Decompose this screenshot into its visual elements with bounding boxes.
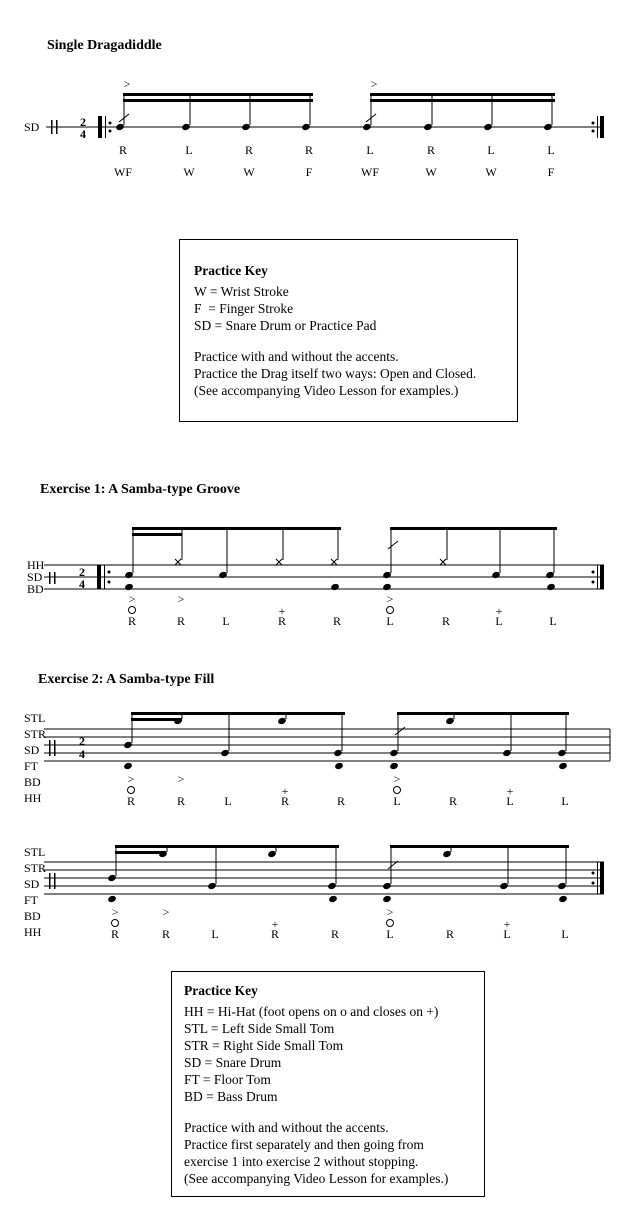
practice-key-2-heading: Practice Key xyxy=(184,983,258,998)
key-line: HH = Hi-Hat (foot opens on o and closes on +) xyxy=(184,1004,439,1019)
sticking-label: R xyxy=(161,927,171,941)
stroke-label: F xyxy=(305,165,313,179)
sticking-label: L xyxy=(561,794,569,808)
note-head xyxy=(107,874,117,882)
accent-mark: > xyxy=(123,77,131,91)
sticking-label: R xyxy=(332,614,342,628)
beam xyxy=(131,712,345,715)
exercise-2-line-1-notes xyxy=(123,712,569,808)
key-line: FT = Floor Tom xyxy=(184,1072,271,1087)
sticking-label: R xyxy=(127,614,137,628)
accent-mark: > xyxy=(177,772,185,786)
note-head xyxy=(558,895,568,903)
exercise-1-staff xyxy=(27,527,604,628)
ex2-l1-label-hh: HH xyxy=(24,791,42,805)
hh-open-mark xyxy=(387,607,394,614)
beam xyxy=(132,527,341,530)
ex2-l2-label-sd: SD xyxy=(24,877,40,891)
note-head xyxy=(123,762,133,770)
accent-mark: > xyxy=(393,772,401,786)
key-note: (See accompanying Video Lesson for examples.) xyxy=(184,1171,449,1186)
note-head xyxy=(333,749,343,757)
sticking-label: R xyxy=(445,927,455,941)
sticking-label: L xyxy=(386,614,394,628)
sticking-label: L xyxy=(495,614,503,628)
note-head xyxy=(334,762,344,770)
note-head xyxy=(207,882,217,890)
accent-mark: > xyxy=(177,592,185,606)
key-note: (See accompanying Video Lesson for examples.) xyxy=(194,383,459,398)
exercise-2-line-2-staff xyxy=(24,845,604,941)
beam xyxy=(123,99,313,102)
key-line: F = Finger Stroke xyxy=(194,301,294,316)
note-head xyxy=(124,571,134,579)
accent-mark: > xyxy=(128,592,136,606)
note-head xyxy=(557,749,567,757)
hh-open-mark xyxy=(112,920,119,927)
sticking-label: R xyxy=(277,614,287,628)
note-head xyxy=(330,583,340,591)
x-note-head xyxy=(440,559,446,565)
sticking-label: L xyxy=(549,614,557,628)
x-note-head xyxy=(175,559,181,565)
note-head xyxy=(301,123,311,131)
dragadiddle-notes xyxy=(114,77,555,179)
key-line: BD = Bass Drum xyxy=(184,1089,278,1104)
hh-closed-mark: + xyxy=(503,917,511,931)
key-note: Practice with and without the accents. xyxy=(194,349,399,364)
sticking-label: R xyxy=(176,614,186,628)
ex1-time-sig-bottom: 4 xyxy=(79,577,85,591)
key-line: SD = Snare Drum xyxy=(184,1055,282,1070)
hh-closed-mark: + xyxy=(271,917,279,931)
note-head xyxy=(483,123,493,131)
stroke-label: W xyxy=(243,165,255,179)
key-line: SD = Snare Drum or Practice Pad xyxy=(194,318,377,333)
key-note: Practice with and without the accents. xyxy=(184,1120,389,1135)
note-head xyxy=(389,762,399,770)
ex2-l1-label-ft: FT xyxy=(24,759,39,773)
sticking-label: L xyxy=(224,794,232,808)
ex2-l1-label-stl: STL xyxy=(24,711,46,725)
sticking-label: L xyxy=(185,143,193,157)
ex2-time-sig-top: 2 xyxy=(79,734,85,748)
stroke-label: W xyxy=(425,165,437,179)
ex2-l1-label-bd: BD xyxy=(24,775,41,789)
sticking-label: L xyxy=(547,143,555,157)
beam xyxy=(370,99,555,102)
hh-open-mark xyxy=(129,607,136,614)
sticking-label: R xyxy=(244,143,254,157)
sticking-label: R xyxy=(441,614,451,628)
exercise-2-title: Exercise 2: A Samba-type Fill xyxy=(38,672,215,687)
accent-mark: > xyxy=(111,905,119,919)
note-head xyxy=(545,571,555,579)
stroke-label: F xyxy=(547,165,555,179)
accent-mark: > xyxy=(162,905,170,919)
key-line: W = Wrist Stroke xyxy=(194,284,289,299)
accent-mark: > xyxy=(386,905,394,919)
stroke-label: W xyxy=(485,165,497,179)
sticking-label: R xyxy=(118,143,128,157)
ex2-l2-label-bd: BD xyxy=(24,909,41,923)
note-head xyxy=(107,895,117,903)
note-head xyxy=(382,882,392,890)
practice-key-1 xyxy=(179,239,518,422)
sticking-label: L xyxy=(506,794,514,808)
accent-mark: > xyxy=(370,77,378,91)
sticking-label: L xyxy=(561,927,569,941)
beam xyxy=(397,712,569,715)
sticking-label: R xyxy=(176,794,186,808)
note-head xyxy=(499,882,509,890)
note-head xyxy=(267,850,277,858)
sticking-label: L xyxy=(386,927,394,941)
sticking-label: L xyxy=(222,614,230,628)
sticking-label: R xyxy=(110,927,120,941)
ex2-l1-label-sd: SD xyxy=(24,743,40,757)
ex2-l2-label-str: STR xyxy=(24,861,47,875)
sticking-label: R xyxy=(448,794,458,808)
note-head xyxy=(115,123,125,131)
sticking-label: L xyxy=(366,143,374,157)
note-head xyxy=(557,882,567,890)
ex2-l2-label-hh: HH xyxy=(24,925,42,939)
note-head xyxy=(220,749,230,757)
note-head xyxy=(328,895,338,903)
hh-closed-mark: + xyxy=(278,604,286,618)
staff-label-sd: SD xyxy=(24,120,40,134)
key-line: STR = Right Side Small Tom xyxy=(184,1038,344,1053)
note-head xyxy=(327,882,337,890)
key-note: Practice first separately and then going from xyxy=(184,1137,424,1152)
key-note: Practice the Drag itself two ways: Open and Closed. xyxy=(194,366,477,381)
ex1-label-hh: HH xyxy=(27,558,45,572)
note-head xyxy=(218,571,228,579)
note-head xyxy=(382,895,392,903)
key-note: exercise 1 into exercise 2 without stopping. xyxy=(184,1154,419,1169)
ex1-label-sd: SD xyxy=(27,570,43,584)
sticking-label: L xyxy=(393,794,401,808)
sticking-label: R xyxy=(426,143,436,157)
note-head xyxy=(558,762,568,770)
sticking-label: L xyxy=(211,927,219,941)
note-head xyxy=(491,571,501,579)
note-head xyxy=(123,741,133,749)
accent-mark: > xyxy=(127,772,135,786)
note-head xyxy=(445,717,455,725)
stroke-label: WF xyxy=(114,165,132,179)
note-head xyxy=(181,123,191,131)
hh-open-mark xyxy=(387,920,394,927)
sticking-label: R xyxy=(336,794,346,808)
time-sig-bottom: 4 xyxy=(80,127,86,141)
practice-key-2 xyxy=(171,971,485,1197)
drag-slash xyxy=(395,727,405,735)
drag-slash xyxy=(388,541,398,549)
note-head xyxy=(362,123,372,131)
practice-key-1-heading: Practice Key xyxy=(194,263,268,278)
beam xyxy=(390,527,557,530)
ex2-l2-label-ft: FT xyxy=(24,893,39,907)
note-head xyxy=(382,583,392,591)
sticking-label: R xyxy=(280,794,290,808)
note-head xyxy=(543,123,553,131)
note-head xyxy=(442,850,452,858)
beam xyxy=(370,93,555,96)
note-head xyxy=(502,749,512,757)
sticking-label: R xyxy=(330,927,340,941)
note-head xyxy=(389,749,399,757)
beam xyxy=(123,93,313,96)
beam xyxy=(390,845,569,848)
ex1-label-bd: BD xyxy=(27,582,44,596)
sticking-label: R xyxy=(126,794,136,808)
beam xyxy=(115,845,339,848)
ex2-time-sig-bottom: 4 xyxy=(79,747,85,761)
accent-mark: > xyxy=(386,592,394,606)
key-line: STL = Left Side Small Tom xyxy=(184,1021,335,1036)
sticking-label: L xyxy=(503,927,511,941)
sticking-label: R xyxy=(304,143,314,157)
x-note-head xyxy=(276,559,282,565)
exercise-1-title: Exercise 1: A Samba-type Groove xyxy=(40,482,241,497)
ex2-l1-label-str: STR xyxy=(24,727,47,741)
note-head xyxy=(241,123,251,131)
sticking-label: R xyxy=(270,927,280,941)
note-head xyxy=(277,717,287,725)
hh-closed-mark: + xyxy=(506,784,514,798)
stroke-label: WF xyxy=(361,165,379,179)
beam xyxy=(115,851,166,854)
x-note-head xyxy=(331,559,337,565)
ex1-time-sig-top: 2 xyxy=(79,565,85,579)
note-head xyxy=(382,571,392,579)
hh-closed-mark: + xyxy=(495,604,503,618)
hh-closed-mark: + xyxy=(281,784,289,798)
hh-open-mark xyxy=(128,787,135,794)
dragadiddle-staff xyxy=(24,77,604,179)
note-head xyxy=(546,583,556,591)
single-dragadiddle-title: Single Dragadiddle xyxy=(47,38,162,53)
hh-open-mark xyxy=(394,787,401,794)
sticking-label: L xyxy=(487,143,495,157)
ex2-l2-label-stl: STL xyxy=(24,845,46,859)
note-head xyxy=(423,123,433,131)
time-sig-top: 2 xyxy=(80,115,86,129)
note-head xyxy=(124,583,134,591)
exercise-2-line-2-notes xyxy=(107,845,569,941)
stroke-label: W xyxy=(183,165,195,179)
exercise-2-line-1-staff xyxy=(24,711,610,808)
beam xyxy=(132,533,182,536)
